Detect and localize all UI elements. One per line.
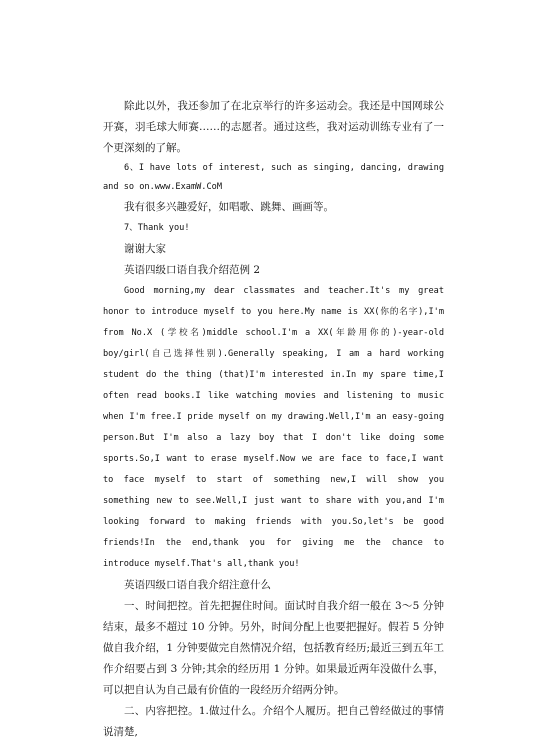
paragraph-thanks-zh: 谢谢大家 [124, 243, 166, 255]
heading-tips: 英语四级口语自我介绍注意什么 [124, 579, 271, 591]
paragraph-volunteer: 除此以外，我还参加了在北京举行的许多运动会。我还是中国网球公开赛，羽毛球大师赛……的志愿者。通过这些，我对运动训练专业有了一个更深刻的了解。 [103, 100, 444, 154]
heading-example-2: 英语四级口语自我介绍范例 2 [124, 264, 261, 276]
paragraph-interests-zh: 我有很多兴趣爱好，如唱歌、跳舞、画画等。 [124, 201, 334, 213]
paragraph-self-intro-en: Good morning,my dear classmates and teacher.It's my great honor to introduce myself to you here.My name is XX(你的名字),I'm from No.X (学校名)middle school.I'm a XX(年龄用你的)-year-old boy/girl(自己选择性别).Generally speaking, I am a hard working student do the thing (that)I'm interested in.In my spare time,I often read books.I like watching movies and listening to music when I'm free.I pride myself on my drawing.Well,I'm an easy-going person.But I'm also a lazy boy that I don't like doing some sports.So,I want to erase myself.Now we are face to face,I want to face myself to start of something new,I will show you something new to see.Well,I just want to share with you,and I'm looking forward to making friends with you.So,let's be good friends!In the end,thank you for giving me the chance to introduce myself.That's all,thank you! [103, 286, 444, 569]
paragraph-thanks-en: 7、Thank you! [124, 223, 190, 233]
paragraph-content-control: 二、内容把控。1.做过什么。介绍个人履历。把自己曾经做过的事情说清楚, [103, 705, 444, 738]
paragraph-time-control: 一、时间把控。首先把握住时间。面试时自我介绍一般在 3～5 分钟结束，最多不超过 10 分钟。另外，时间分配上也要把握好。假若 5 分钟做自我介绍，1 分钟要做完自然情况介绍，包括教育经历;最近三到五年工作介绍要占到 3 分钟;其余的经历用 1 分钟。如果最近两年没做什么事，可以把自认为自己最有价值的一段经历介绍两分钟。 [103, 600, 444, 696]
paragraph-interests-en: 6、I have lots of interest, such as singing, dancing, drawing and so on.www.ExamW.CoM [103, 163, 444, 192]
